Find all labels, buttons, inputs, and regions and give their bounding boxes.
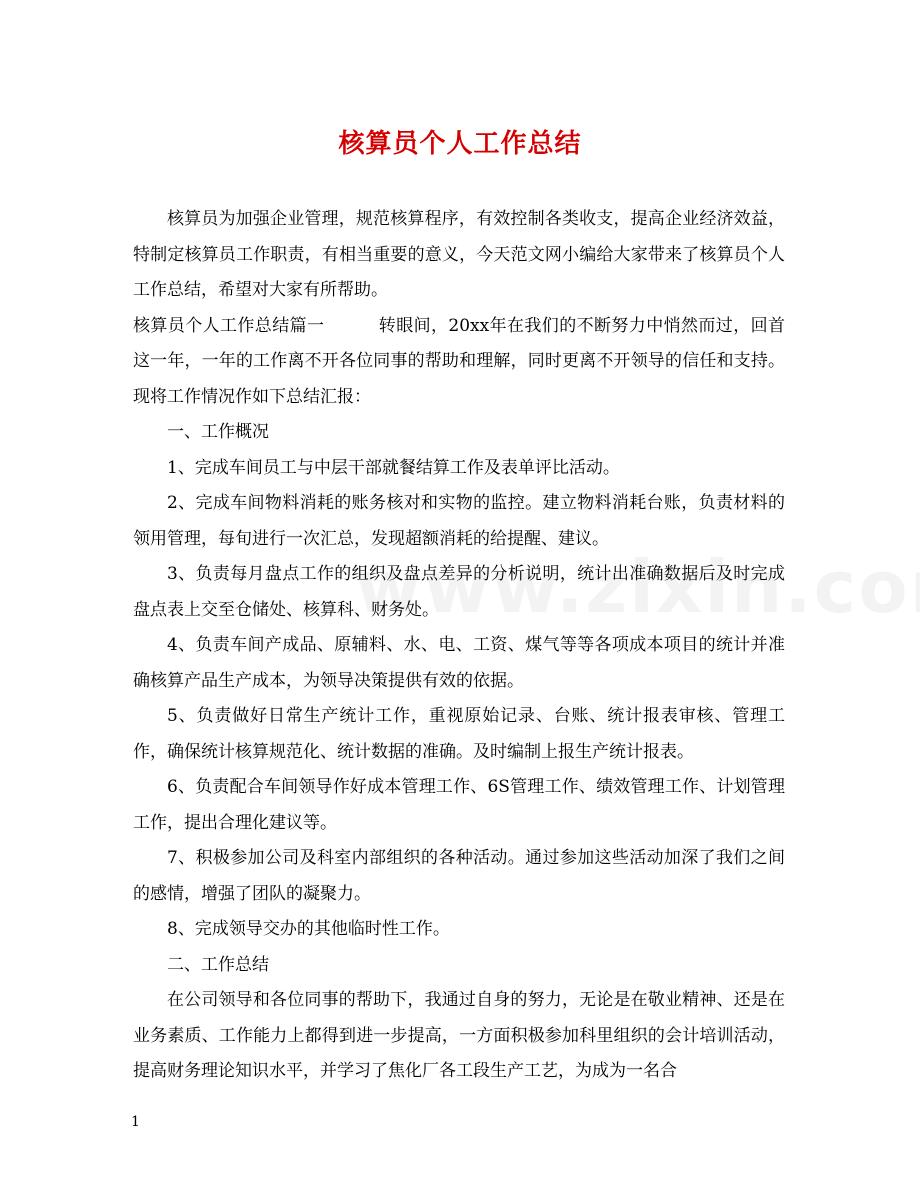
intro-paragraph: 核算员为加强企业管理，规范核算程序，有效控制各类收支，提高企业经济效益，特制定核算员工作职责，有相当重要的意义，今天范文网小编给大家带来了核算员个人工作总结，希望对大家有所帮助。 xyxy=(133,209,785,300)
part1-label: 核算员个人工作总结篇一 xyxy=(133,315,325,336)
list-item: 7、积极参加公司及科室内部组织的各种活动。通过参加这些活动加深了我们之间的感情，增强了团队的凝聚力。 xyxy=(133,848,785,904)
list-item: 2、完成车间物料消耗的账务核对和实物的监控。建立物料消耗台账，负责材料的领用管理，每旬进行一次汇总，发现超额消耗的给提醒、建议。 xyxy=(133,493,785,549)
list-item: 5、负责做好日常生产统计工作，重视原始记录、台账、统计报表审核、管理工作，确保统计核算规范化、统计数据的准确。及时编制上报生产统计报表。 xyxy=(133,706,785,762)
section1-heading: 一、工作概况 xyxy=(167,422,269,442)
section2-heading: 二、工作总结 xyxy=(167,954,269,975)
document-body xyxy=(133,202,785,1090)
part1-paragraph xyxy=(133,309,785,416)
section2-paragraph: 在公司领导和各位同事的帮助下，我通过自身的努力，无论是在敬业精神、还是在业务素质、工作能力上都得到进一步提高，一方面积极参加科里组织的会计培训活动，提高财务理论知识水平，并学习了焦化厂各工段生产工艺，为成为一名合 xyxy=(133,990,785,1081)
page-number: 1 xyxy=(131,1114,140,1130)
list-item: 8、完成领导交办的其他临时性工作。 xyxy=(167,919,450,939)
part1-text: 转眼间，20xx年在我们的不断努力中悄然而过，回首这一年，一年的工作离不开各位同事的帮助和理解，同时更离不开领导的信任和支持。现将工作情况作如下总结汇报： xyxy=(133,315,786,407)
document-title: 核算员个人工作总结 xyxy=(338,129,582,159)
list-item: 1、完成车间员工与中层干部就餐结算工作及表单评比活动。 xyxy=(167,457,620,478)
list-item: 4、负责车间产成品、原辅料、水、电、工资、煤气等等各项成本项目的统计并准确核算产品生产成本，为领导决策提供有效的依据。 xyxy=(133,635,785,691)
list-item: 6、负责配合车间领导作好成本管理工作、6S管理工作、绩效管理工作、计划管理工作，提出合理化建议等。 xyxy=(133,777,785,833)
list-item: 3、负责每月盘点工作的组织及盘点差异的分析说明，统计出准确数据后及时完成盘点表上交至仓储处、核算科、财务处。 xyxy=(133,564,785,620)
